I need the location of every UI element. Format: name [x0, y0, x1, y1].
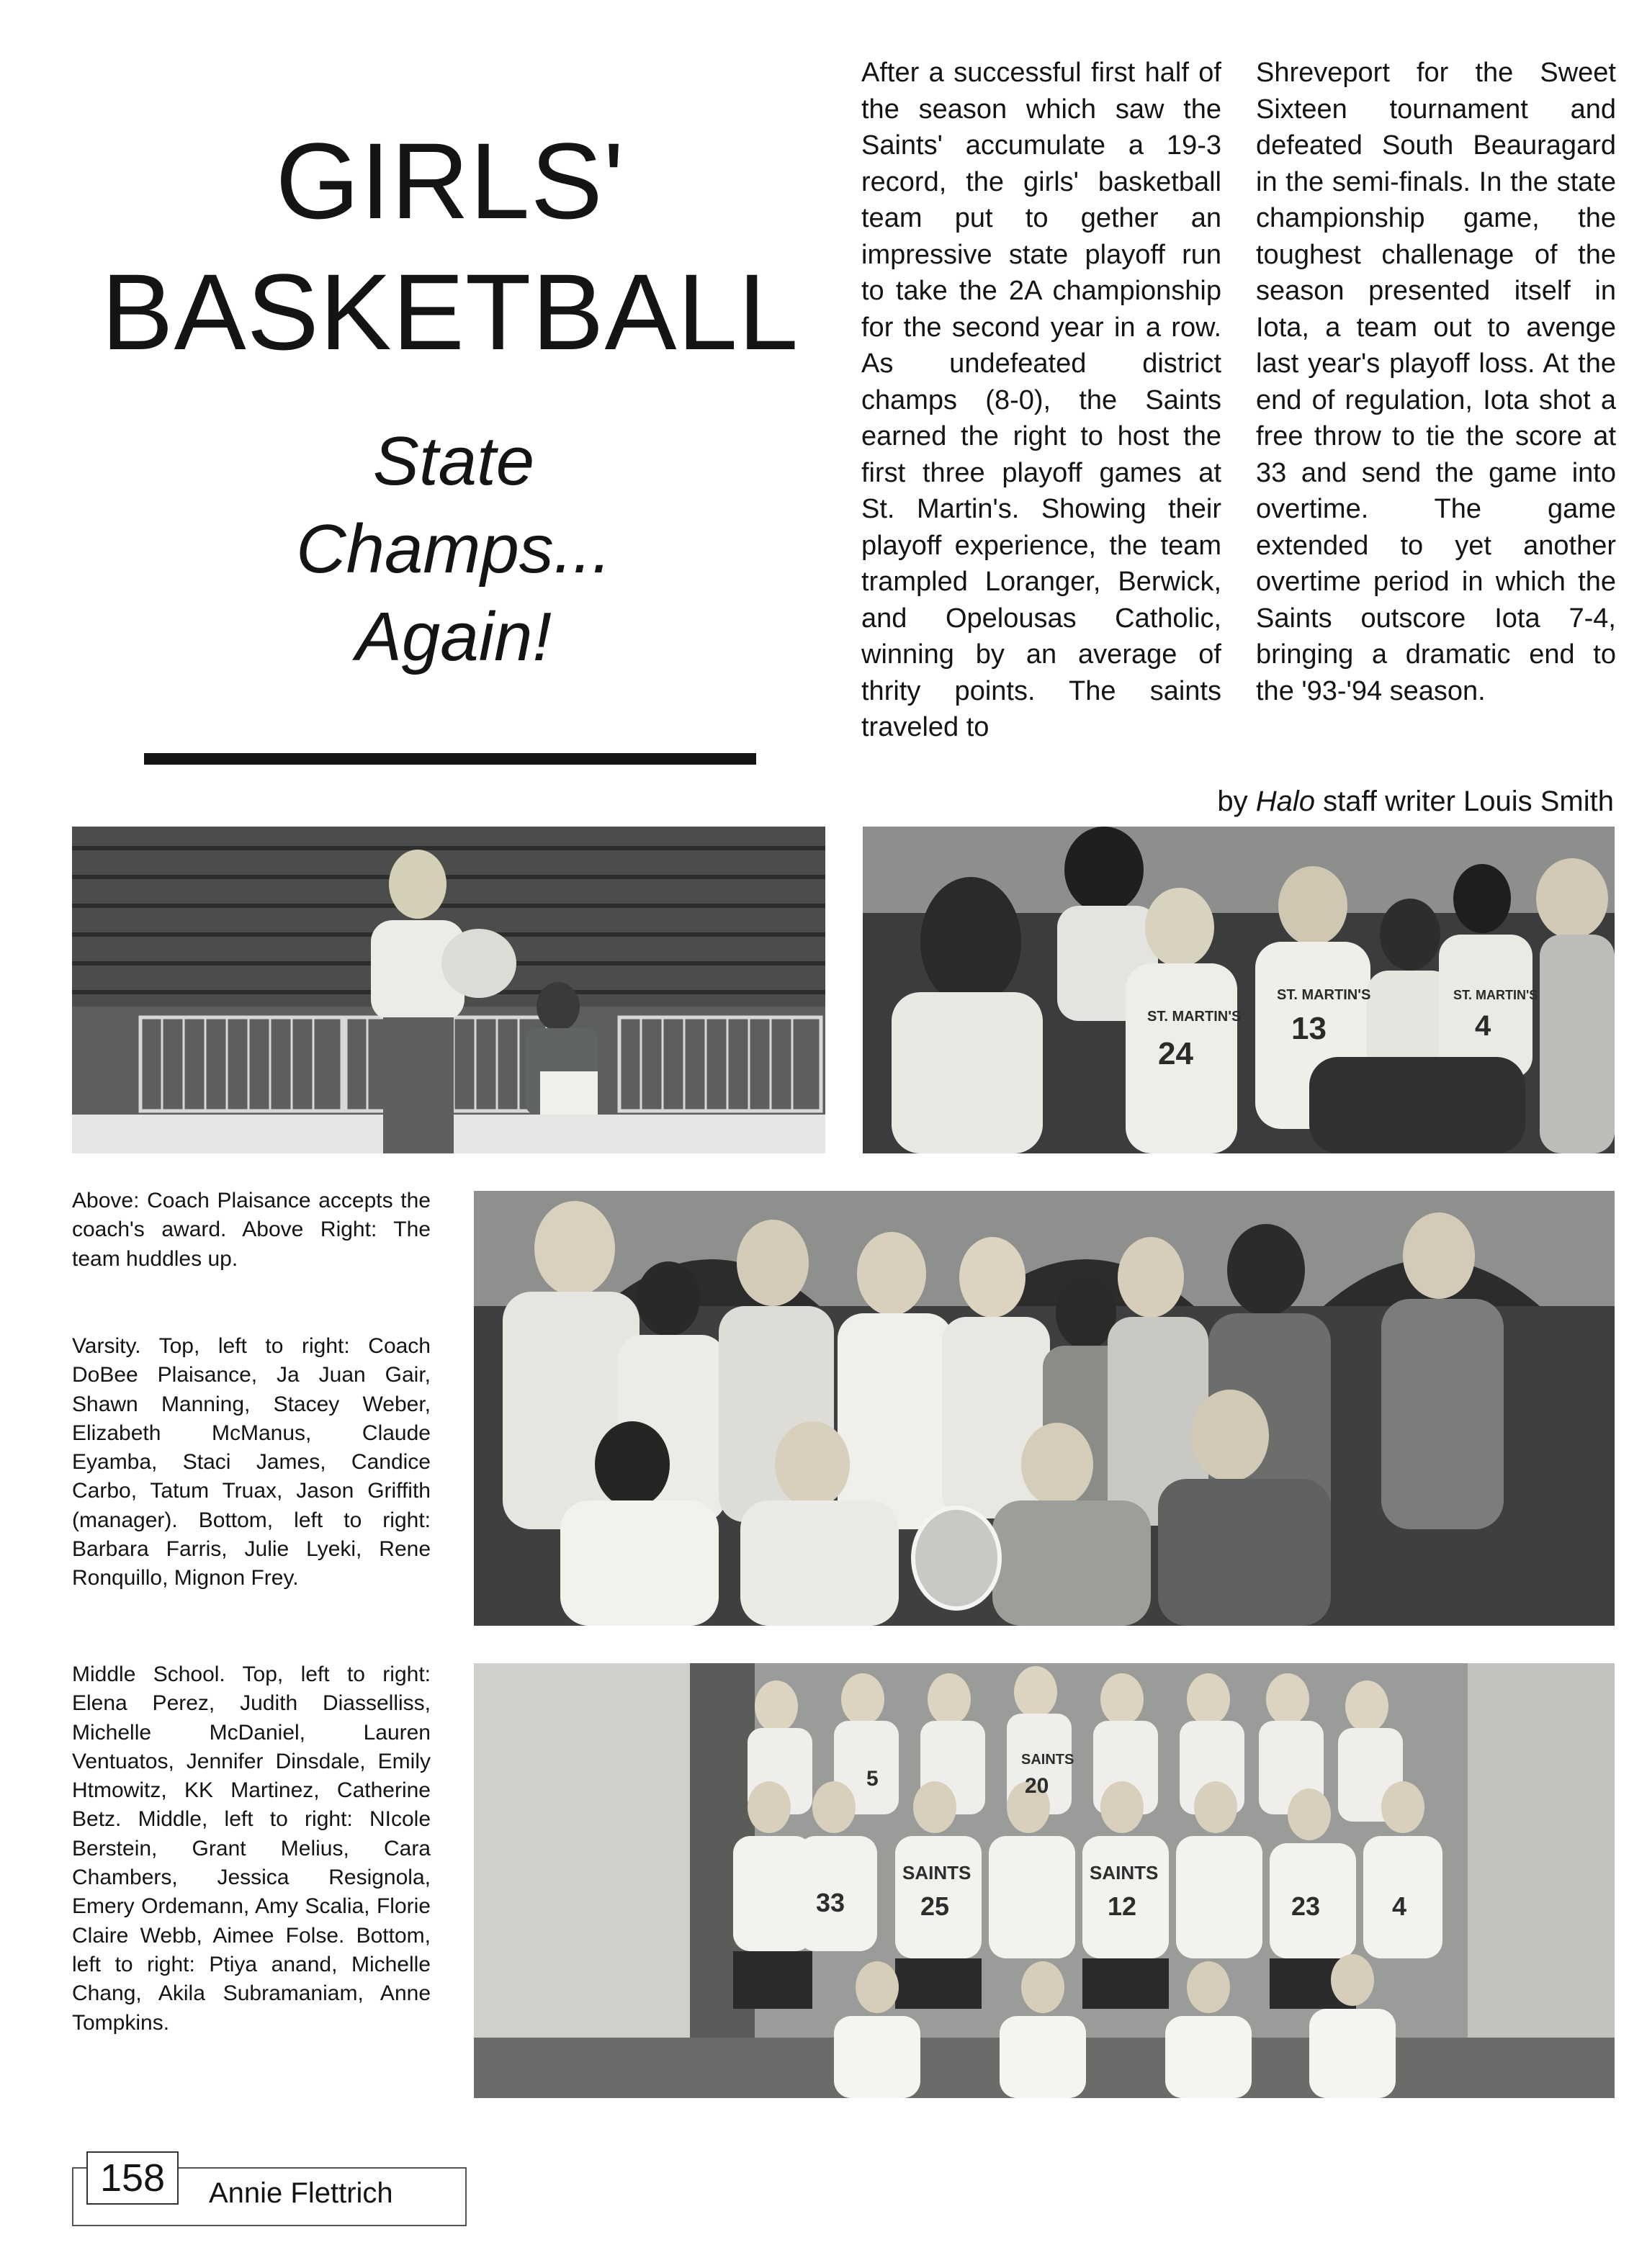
jersey-number-2: 13 — [1291, 1011, 1327, 1046]
team-jersey-number-7: 4 — [1392, 1891, 1407, 1921]
team-jersey-number-1: 5 — [866, 1767, 879, 1791]
article-column-1: After a successful first half of the season which saw the Saints' accumulate a 19-3 record, the girls' basketball team put to gether an impressive state playoff run to take the 2A championship for the second year in a row. As undefeated district champs (8-0), the Saints earned the right to host the first three playoff games at St. Martin's. Showing their playoff experience, the team trampled Loranger, Berwick, and Opelousas Catholic, winning by an average of thrity points. The saints traveled to — [861, 58, 1221, 742]
photo-middle-school-team — [474, 1663, 1615, 2098]
team-jersey-number-2: 20 — [1025, 1774, 1049, 1798]
page-number: 158 — [86, 2151, 179, 2205]
jersey-label-1: ST. MARTIN'S — [1147, 1009, 1242, 1025]
jersey-number-3: 4 — [1475, 1010, 1491, 1042]
caption-varsity: Varsity. Top, left to right: Coach DoBee Plaisance, Ja Juan Gair, Shawn Manning, Stacey Weber, Elizabeth McManus, Claude Eyamba, Staci James, Candice Carbo, Tatum Truax, Jason Griffith (manager). Bottom, left to right: Barbara Farris, Julie Lyeki, Rene Ronquillo, Mignon Frey. — [72, 1334, 431, 1590]
caption-middle-school: Middle School. Top, left to right: Elena Perez, Judith Diasselliss, Michelle McDaniel, Lauren Ventuatos, Jennifer Dinsdale, Emily Htmowitz, KK Martinez, Catherine Betz. Middle, left to right: NIcole Berstein, Grant Melius, Cara Chambers, Jessica Resignola, Emery Ordemann, Amy Scalia, Florie Claire Webb, Aimee Folse. Bottom, left to right: Ptiya anand, Michelle Chang, Akila Subramaniam, Anne Tompkins. — [72, 1662, 431, 2035]
team-jersey-number-5: 12 — [1108, 1891, 1137, 1921]
photo-varsity-team — [474, 1191, 1615, 1626]
photo-coach-award — [72, 827, 825, 1153]
article-column-2: Shreveport for the Sweet Sixteen tournament and defeated South Beauragard in the semi-finals. In the state championship game, the toughest challenage of the season presented itself in Iota, a team out to avenge last year's playoff loss. At the end of regulation, Iota shot a free throw to tie the score at 33 and send the game into overtime. The game extended to yet another overtime period in which the Saints outscore Iota 7-4, bringing a dramatic end to the '93-'94 season. — [1256, 58, 1616, 706]
byline-prefix: by — [1217, 786, 1248, 817]
title-line-2: BASKETBALL — [101, 251, 799, 372]
byline — [1217, 783, 1614, 819]
page-title — [94, 115, 807, 377]
subtitle-line-1: State — [372, 423, 535, 500]
jersey-label-3: ST. MARTIN'S — [1453, 988, 1538, 1002]
page-subtitle — [216, 418, 691, 681]
title-line-1: GIRLS' — [275, 120, 625, 241]
jersey-label-2: ST. MARTIN'S — [1277, 987, 1371, 1003]
photo-team-huddle — [863, 827, 1615, 1153]
subtitle-line-3: Again! — [355, 598, 552, 675]
team-jersey-label-3: SAINTS — [1021, 1752, 1074, 1768]
caption-above-photos: Above: Coach Plaisance accepts the coach's award. Above Right: The team huddles up. — [72, 1189, 431, 1271]
team-jersey-label-2: SAINTS — [1090, 1862, 1159, 1884]
team-jersey-label-1: SAINTS — [902, 1862, 971, 1884]
heading-rule — [144, 753, 756, 765]
byline-writer: staff writer Louis Smith — [1323, 786, 1614, 817]
subtitle-line-2: Champs... — [296, 510, 611, 588]
team-jersey-number-3: 33 — [816, 1888, 845, 1917]
page-author: Annie Flettrich — [209, 2177, 393, 2209]
jersey-number-1: 24 — [1158, 1036, 1193, 1071]
team-jersey-number-4: 25 — [920, 1891, 950, 1921]
team-jersey-number-6: 23 — [1291, 1891, 1321, 1921]
byline-publication: Halo — [1255, 786, 1316, 817]
